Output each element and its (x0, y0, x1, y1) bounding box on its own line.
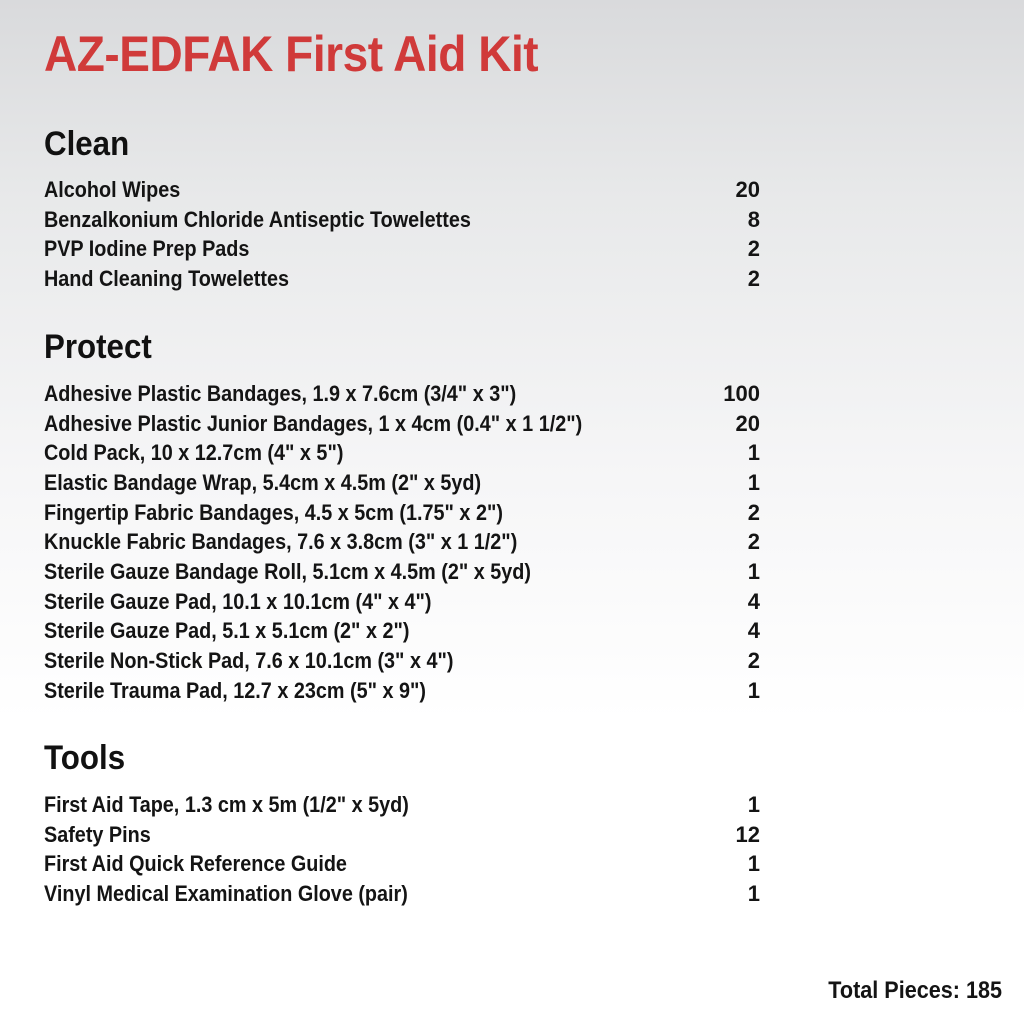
list-item (44, 557, 760, 587)
item-quantity: 1 (747, 440, 760, 466)
item-quantity: 4 (747, 618, 760, 644)
list-item (44, 527, 760, 557)
item-quantity: 2 (747, 236, 760, 262)
item-quantity: 20 (735, 410, 760, 436)
list-item (44, 587, 760, 617)
item-quantity: 1 (747, 469, 760, 495)
item-name: Adhesive Plastic Junior Bandages, 1 x 4cm (0.4" x 1 1/2") (44, 410, 583, 436)
list-item (44, 468, 760, 498)
section-protect (44, 325, 760, 706)
item-name: First Aid Tape, 1.3 cm x 5m (1/2" x 5yd) (44, 791, 409, 817)
section-heading: Tools (44, 739, 126, 777)
list-item (44, 790, 760, 820)
item-name: Adhesive Plastic Bandages, 1.9 x 7.6cm (3/4" x 3") (44, 380, 517, 406)
list-item (44, 676, 760, 706)
list-item (44, 205, 760, 235)
list-item (44, 617, 760, 647)
item-list (44, 379, 760, 706)
item-name: Sterile Gauze Bandage Roll, 5.1cm x 4.5m (2" x 5yd) (44, 558, 531, 584)
item-name: Sterile Non-Stick Pad, 7.6 x 10.1cm (3" x 4") (44, 648, 454, 674)
item-list (44, 175, 760, 294)
item-name: Vinyl Medical Examination Glove (pair) (44, 880, 408, 906)
item-name: First Aid Quick Reference Guide (44, 851, 347, 877)
section-clean (44, 122, 760, 294)
item-quantity: 2 (747, 265, 760, 291)
list-item (44, 175, 760, 205)
item-name: Benzalkonium Chloride Antiseptic Towelettes (44, 206, 471, 232)
item-name: Alcohol Wipes (44, 176, 181, 202)
item-name: Sterile Gauze Pad, 5.1 x 5.1cm (2" x 2") (44, 618, 410, 644)
item-name: Knuckle Fabric Bandages, 7.6 x 3.8cm (3" x 1 1/2") (44, 529, 518, 555)
item-name: Cold Pack, 10 x 12.7cm (4" x 5") (44, 440, 344, 466)
item-quantity: 12 (735, 821, 760, 847)
list-item (44, 498, 760, 528)
item-quantity: 1 (747, 880, 760, 906)
list-item (44, 879, 760, 909)
item-quantity: 2 (747, 499, 760, 525)
total-pieces: Total Pieces: 185 (828, 977, 1002, 1004)
item-name: Safety Pins (44, 821, 151, 847)
item-quantity: 20 (735, 176, 760, 202)
item-name: Elastic Bandage Wrap, 5.4cm x 4.5m (2" x 5yd) (44, 469, 482, 495)
item-name: PVP Iodine Prep Pads (44, 236, 250, 262)
item-quantity: 1 (747, 558, 760, 584)
item-quantity: 1 (747, 791, 760, 817)
item-quantity: 2 (747, 648, 760, 674)
item-quantity: 2 (747, 529, 760, 555)
list-item (44, 646, 760, 676)
item-name: Hand Cleaning Towelettes (44, 265, 289, 291)
item-quantity: 1 (747, 851, 760, 877)
item-name: Sterile Gauze Pad, 10.1 x 10.1cm (4" x 4") (44, 588, 432, 614)
page-title: AZ-EDFAK First Aid Kit (44, 26, 539, 82)
list-item (44, 264, 760, 294)
item-quantity: 1 (747, 677, 760, 703)
item-name: Fingertip Fabric Bandages, 4.5 x 5cm (1.75" x 2") (44, 499, 503, 525)
section-heading: Clean (44, 125, 130, 163)
list-item (44, 379, 760, 409)
item-quantity: 100 (723, 380, 760, 406)
item-quantity: 8 (747, 206, 760, 232)
list-item (44, 849, 760, 879)
item-list (44, 790, 760, 909)
list-item (44, 820, 760, 850)
item-name: Sterile Trauma Pad, 12.7 x 23cm (5" x 9") (44, 677, 426, 703)
section-heading: Protect (44, 328, 152, 366)
list-item (44, 234, 760, 264)
list-item (44, 438, 760, 468)
list-item (44, 409, 760, 439)
section-tools (44, 736, 760, 909)
item-quantity: 4 (747, 588, 760, 614)
